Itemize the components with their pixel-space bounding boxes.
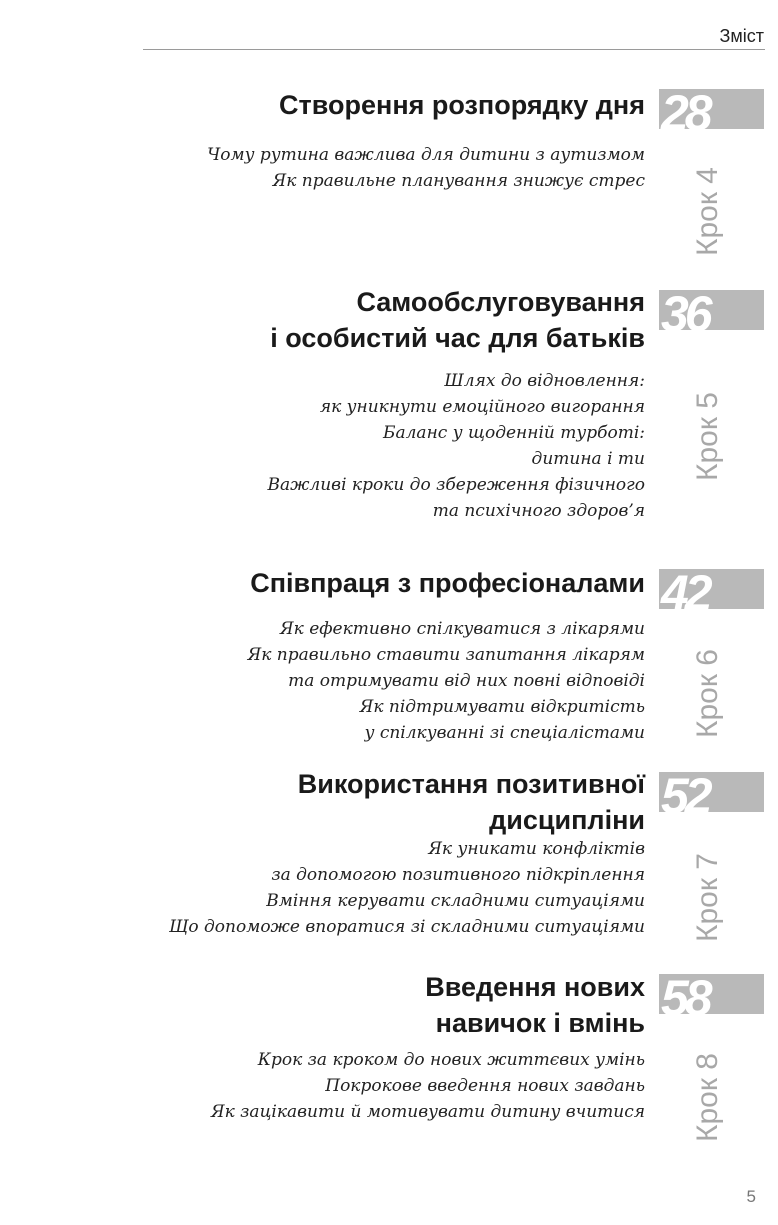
page-number-block xyxy=(659,89,764,129)
section-item: Як правильно ставити запитання лікарям xyxy=(247,645,645,665)
section-item: Покрокове введення нових завдань xyxy=(325,1076,645,1096)
section-page-number: 42 xyxy=(661,569,709,609)
section-title-line: дисципліни xyxy=(489,805,645,835)
section-title-line: Самообслуговування xyxy=(356,287,645,317)
section-item: Чому рутина важлива для дитини з аутизмом xyxy=(207,145,645,165)
section-item: за допомогою позитивного підкріплення xyxy=(271,865,645,885)
section-page-number: 28 xyxy=(661,89,709,129)
section-item: Шлях до відновлення: xyxy=(444,371,645,391)
section-item: Як правильне планування знижує стрес xyxy=(272,171,645,191)
page-number: 5 xyxy=(746,1187,756,1206)
header-rule xyxy=(143,49,765,50)
section-title xyxy=(425,969,645,1041)
section-item: Як зацікавити й мотивувати дитину вчитися xyxy=(210,1102,645,1122)
section-title-line: Створення розпорядку дня xyxy=(279,90,645,120)
page-number-block xyxy=(659,772,764,812)
section-title-line: і особистий час для батьків xyxy=(270,323,645,353)
step-label: Крок 5 xyxy=(691,392,724,481)
header-label: Зміст xyxy=(719,26,764,46)
section-item: Як уникати конфліктів xyxy=(428,839,645,859)
step-label: Крок 7 xyxy=(691,853,724,942)
section-page-number: 36 xyxy=(661,290,709,330)
section-item: Важливі кроки до збереження фізичного xyxy=(267,475,645,495)
section-title-line: навичок і вмінь xyxy=(435,1008,645,1038)
section-item: Вміння керувати складними ситуаціями xyxy=(266,891,645,911)
section-item: та отримувати від них повні відповіді xyxy=(288,671,645,691)
section-items xyxy=(267,368,645,524)
section-title-line: Введення нових xyxy=(425,972,645,1002)
section-items xyxy=(248,616,646,746)
section-item: у спілкуванні зі спеціалістами xyxy=(364,723,645,743)
section-items xyxy=(207,142,645,194)
section-item: Баланс у щоденній турботі: xyxy=(382,423,645,443)
section-title xyxy=(270,284,645,356)
section-page-number: 52 xyxy=(661,772,709,812)
page-number-block xyxy=(659,290,764,330)
section-items xyxy=(169,836,645,940)
section-items xyxy=(211,1047,645,1125)
section-item: Крок за кроком до нових життєвих умінь xyxy=(257,1050,645,1070)
page-number-block xyxy=(659,569,764,609)
section-item: як уникнути емоційного вигорання xyxy=(319,397,645,417)
page-number-block xyxy=(659,974,764,1014)
section-page-number: 58 xyxy=(661,974,709,1014)
step-label: Крок 8 xyxy=(691,1053,724,1142)
step-label: Крок 4 xyxy=(691,167,724,256)
section-title-line: Співпраця з професіоналами xyxy=(250,568,645,598)
step-label: Крок 6 xyxy=(691,649,724,738)
section-item: дитина і ти xyxy=(531,449,645,469)
section-item: та психічного здоров’я xyxy=(432,501,645,521)
section-item: Як підтримувати відкритість xyxy=(359,697,645,717)
section-title-line: Використання позитивної xyxy=(297,769,645,799)
section-title xyxy=(298,766,645,838)
section-title xyxy=(250,565,645,601)
section-item: Як ефективно спілкуватися з лікарями xyxy=(279,619,645,639)
section-title xyxy=(279,87,645,123)
section-item: Що допоможе впоратися зі складними ситуаціями xyxy=(169,917,645,937)
